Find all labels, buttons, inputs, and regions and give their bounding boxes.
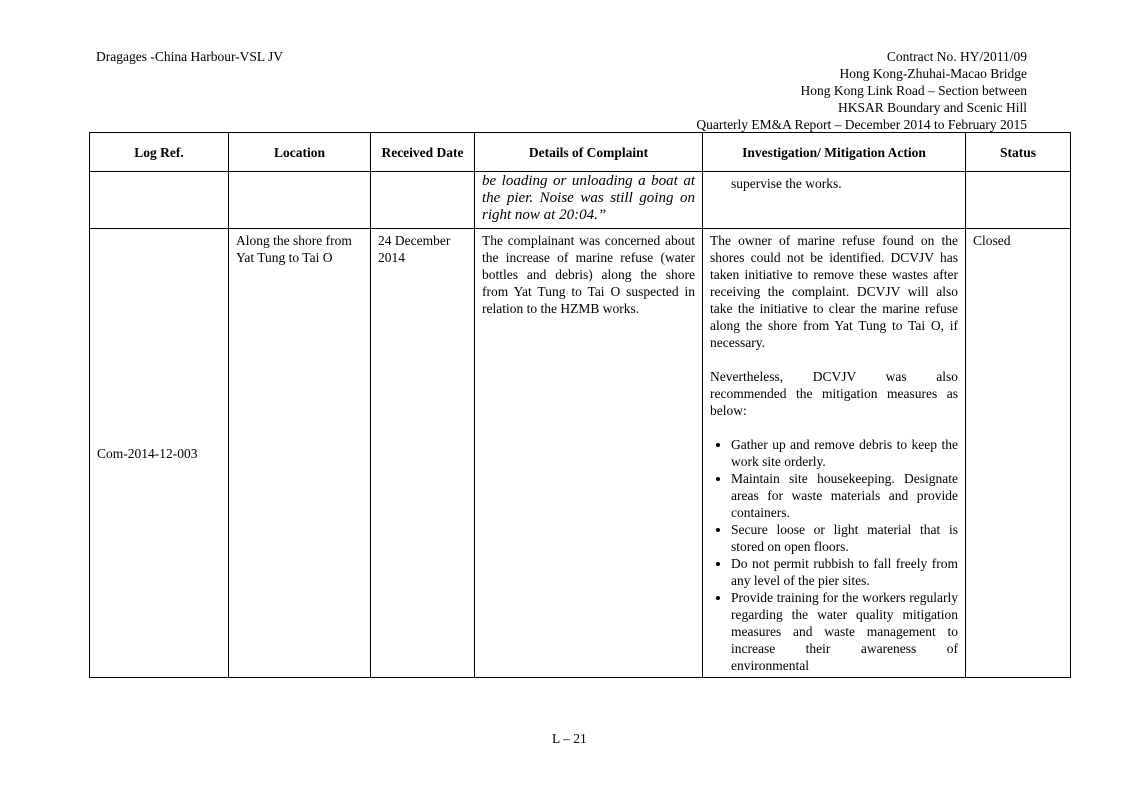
header-contract-info xyxy=(696,48,1027,133)
list-item: • Maintain site housekeeping. Designate areas for waste materials and provide containers. xyxy=(731,470,958,521)
table-header-row xyxy=(90,133,1071,172)
header-company: Dragages -China Harbour-VSL JV xyxy=(96,49,284,64)
list-item: • Provide training for the workers regularly regarding the water quality mitigation measures and waste management to increase their awareness of environmental xyxy=(731,589,958,674)
mitigation-measures-list xyxy=(710,436,958,674)
col-header-received-date: Received Date xyxy=(371,133,475,172)
cell-status: Closed xyxy=(966,229,1071,678)
header-contract-line: Hong Kong Link Road – Section between xyxy=(800,83,1027,98)
header-contract-line: HKSAR Boundary and Scenic Hill xyxy=(838,100,1027,115)
col-header-log-ref: Log Ref. xyxy=(90,133,229,172)
col-header-status: Status xyxy=(966,133,1071,172)
cell-details-continued: be loading or unloading a boat at the pier. Noise was still going on right now at 20:04.” xyxy=(475,172,703,229)
header-contract-line: Contract No. HY/2011/09 xyxy=(886,49,1027,64)
cell-location xyxy=(229,172,371,229)
cell-log-ref xyxy=(90,172,229,229)
cell-action xyxy=(703,229,966,678)
action-paragraph: Nevertheless, DCVJV was also recommended the mitigation measures as below: xyxy=(710,369,958,418)
cell-received-date xyxy=(371,172,475,229)
list-item: • Gather up and remove debris to keep the work site orderly. xyxy=(731,436,958,470)
action-paragraph: The owner of marine refuse found on the shores could not be identified. DCVJV has taken initiative to remove these wastes after receiving the complaint. DCVJV will also take the initiative to clear the marine refuse along the shore from Yat Tung to Tai O, if necessary. xyxy=(710,233,958,350)
cell-action-continued: supervise the works. xyxy=(703,172,966,229)
page-number: L – 21 xyxy=(552,731,587,746)
cell-log-ref: Com-2014-12-003 xyxy=(90,229,229,678)
cell-received-date: 24 December 2014 xyxy=(371,229,475,678)
table-row xyxy=(90,229,1071,678)
cell-status xyxy=(966,172,1071,229)
col-header-details: Details of Complaint xyxy=(475,133,703,172)
cell-details: The complainant was concerned about the increase of marine refuse (water bottles and debris) along the shore from Yat Tung to Tai O suspected in relation to the HZMB works. xyxy=(475,229,703,678)
col-header-action: Investigation/ Mitigation Action xyxy=(703,133,966,172)
col-header-location: Location xyxy=(229,133,371,172)
list-item: • Do not permit rubbish to fall freely from any level of the pier sites. xyxy=(731,555,958,589)
header-contract-line: Hong Kong-Zhuhai-Macao Bridge xyxy=(839,66,1027,81)
list-item: • Secure loose or light material that is stored on open floors. xyxy=(731,521,958,555)
complaint-log-table xyxy=(89,132,1071,678)
table-row xyxy=(90,172,1071,229)
cell-location: Along the shore from Yat Tung to Tai O xyxy=(229,229,371,678)
header-contract-line: Quarterly EM&A Report – December 2014 to February 2015 xyxy=(696,117,1027,132)
